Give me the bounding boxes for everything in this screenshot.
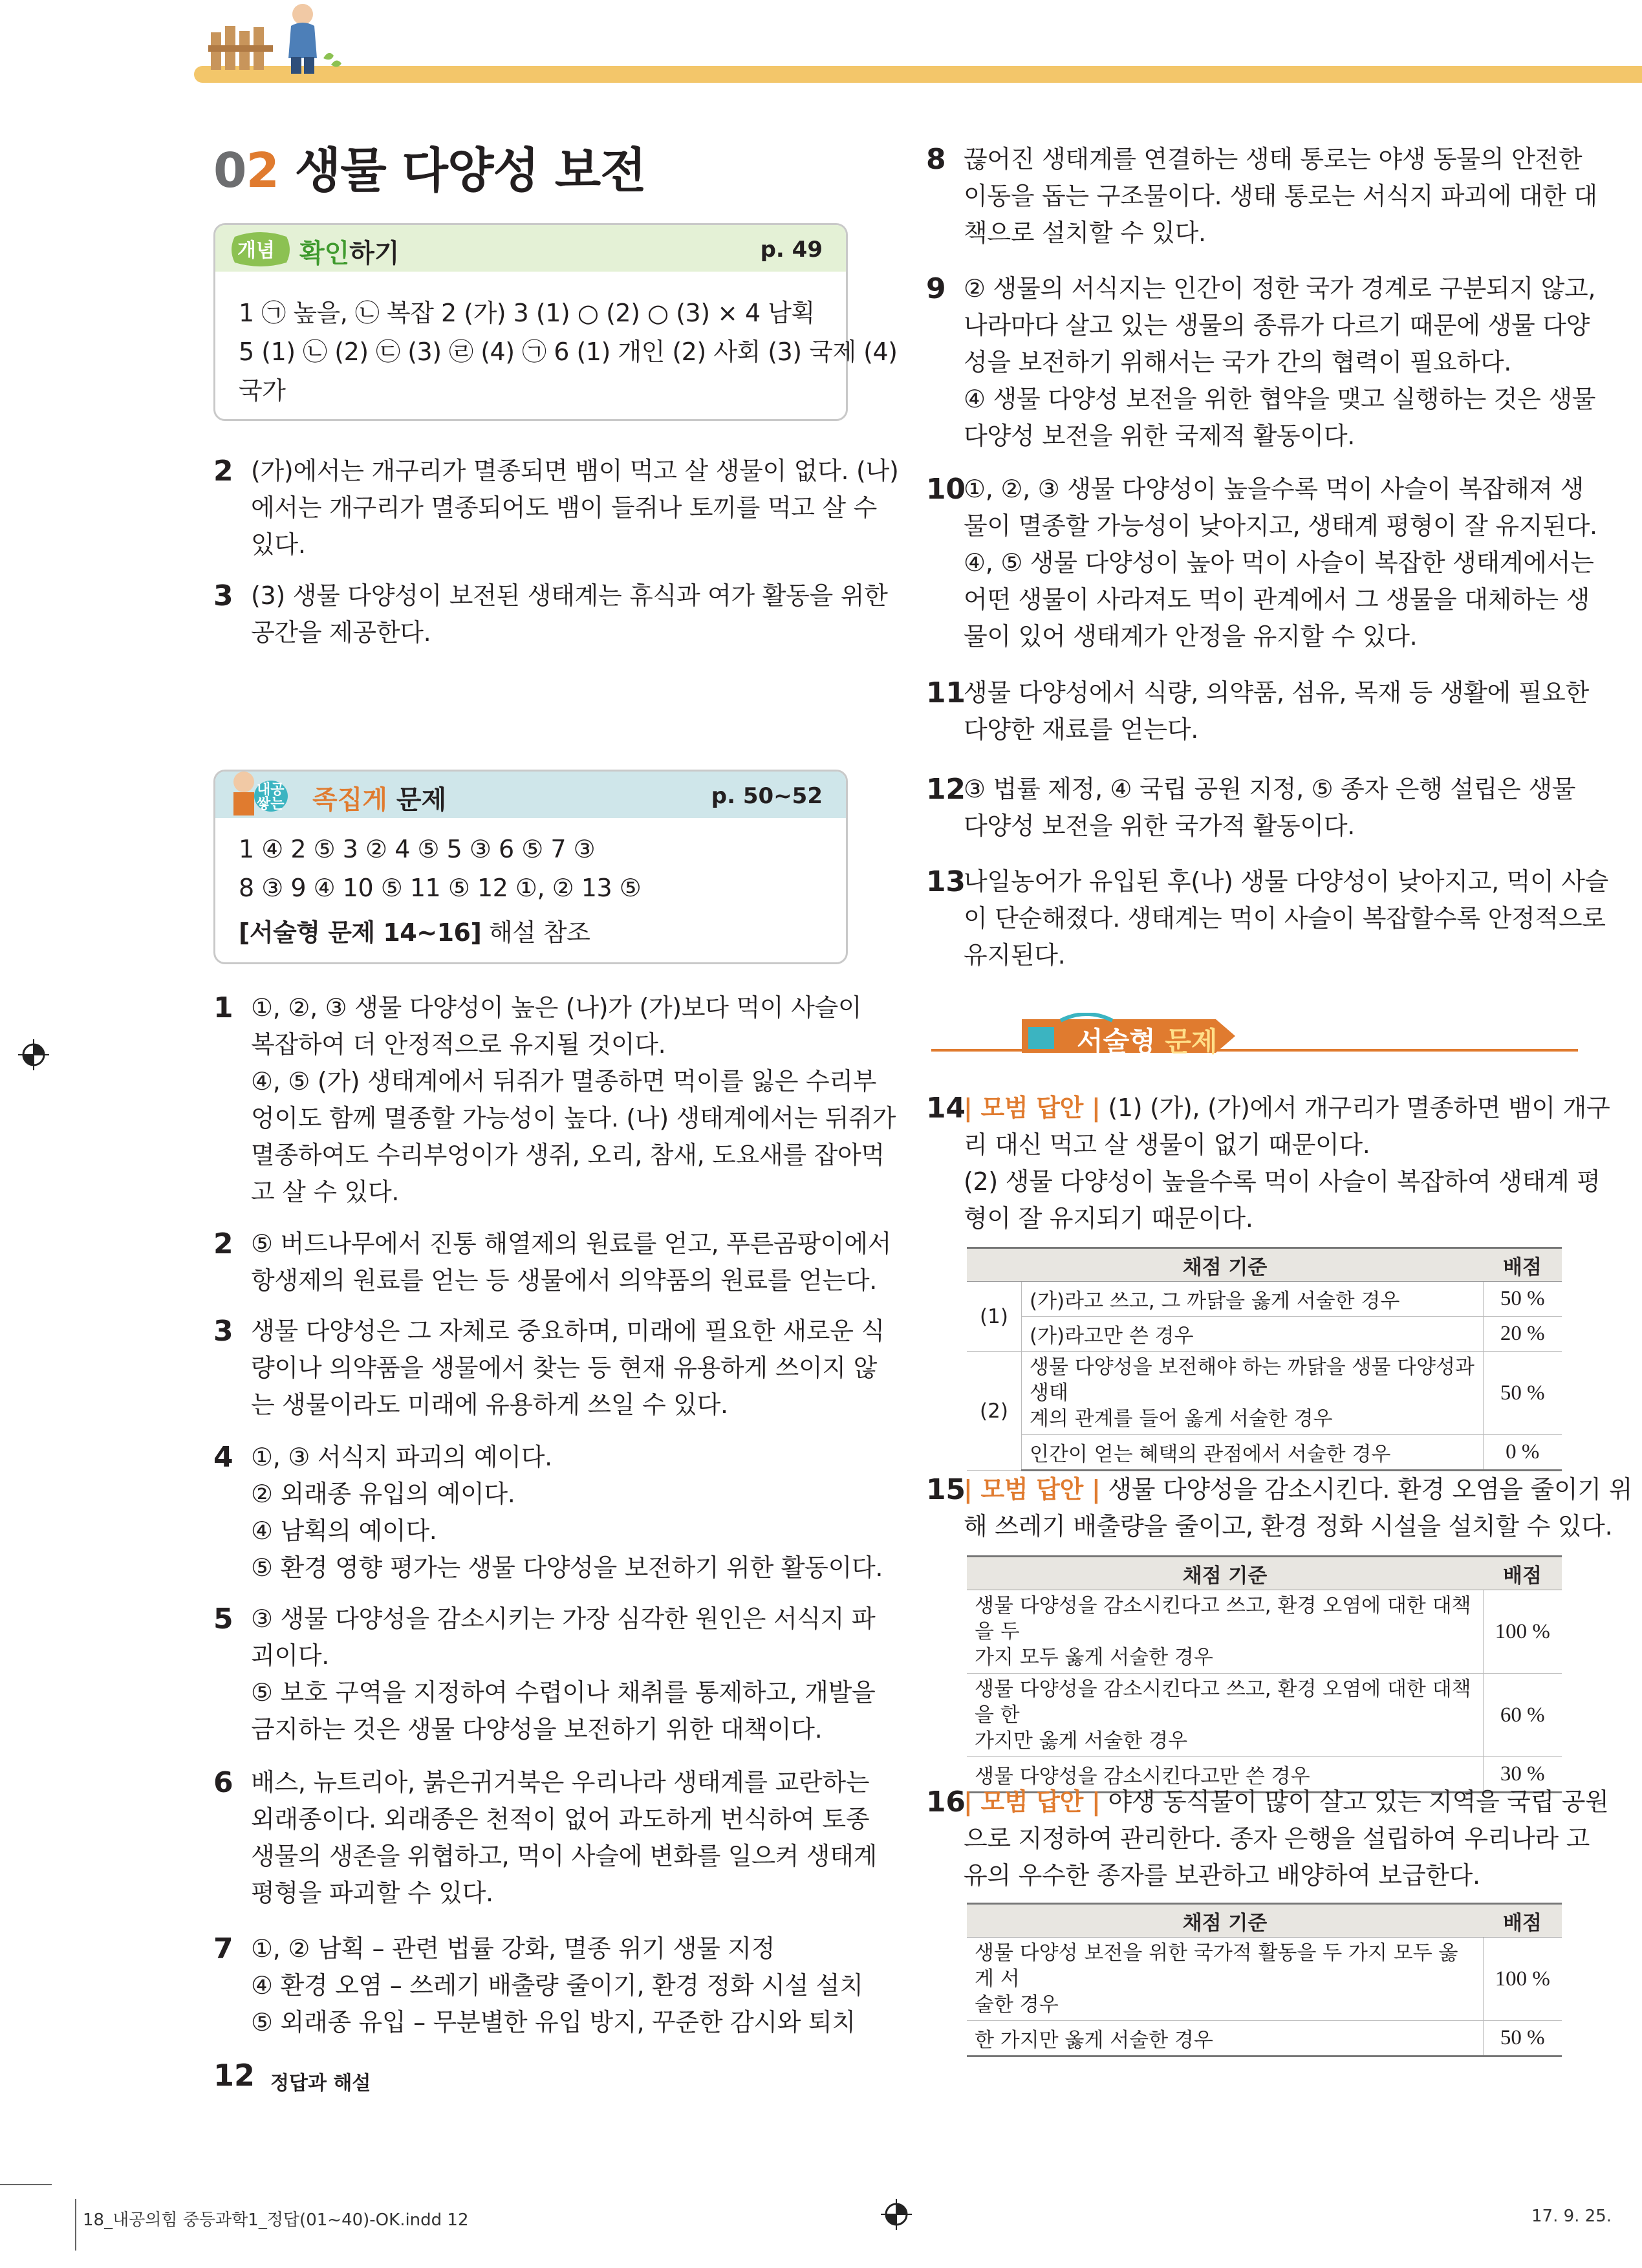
item-number: 15 [926,1473,966,1506]
page-label: 정답과 해설 [270,2072,371,2095]
table-header-criteria: 채점 기준 [967,1557,1483,1590]
page-title [213,133,646,201]
item-number: 8 [926,143,946,176]
criteria-cell: (가)라고 쓰고, 그 까닭을 옳게 서술한 경우 [1022,1282,1484,1317]
header-bar [194,66,1642,83]
item-number: 5 [213,1603,233,1636]
points-cell: 20 % [1483,1317,1562,1352]
page-number: 12 [213,2058,255,2093]
item-text: ③ 생물 다양성을 감소시키는 가장 심각한 원인은 서식지 파 괴이다. ⑤ 보호 구역을 지정하여 수렵이나 채취를 통제하고, 개발을 금지하는 것은 생물 다양성을 보전하기 위한 대책이다. [251,1604,876,1744]
item-text: ①, ③ 서식지 파괴의 예이다. ② 외래종 유입의 예이다. ④ 남획의 예이다. ⑤ 환경 영향 평가는 생물 다양성을 보전하기 위한 활동이다. [251,1443,883,1582]
item-text: ⑤ 버드나무에서 진통 해열제의 원료를 얻고, 푸른곰팡이에서 항생제의 원료를 얻는 등 생물에서 의약품의 원료를 얻는다. [251,1229,892,1295]
table-header [967,1904,1562,1938]
key-problems-box [213,770,848,964]
table-row [967,1352,1562,1435]
table-header-criteria: 채점 기준 [967,1904,1483,1938]
item-number: 6 [213,1766,233,1799]
table-header-points: 배점 [1483,1904,1562,1938]
concept-check-page: p. 49 [760,237,823,263]
concept-check-box [213,223,898,421]
sub-question-label: (2) [967,1352,1022,1471]
item-text: 끊어진 생태계를 연결하는 생태 통로는 야생 동물의 안전한 이동을 돕는 구조물이다. 생태 통로는 서식지 파괴에 대한 대 책으로 설치할 수 있다. [964,145,1597,247]
points-cell: 0 % [1483,1435,1562,1471]
registration-mark-icon [881,2199,912,2230]
item-number: 3 [213,579,233,612]
item-number: 13 [926,865,966,898]
item-text: (가)에서는 개구리가 멸종되면 뱀이 먹고 살 생물이 없다. (나) 에서는 개구리가 멸종되어도 뱀이 들쥐나 토끼를 먹고 살 수 있다. [251,457,899,559]
model-answer-label: | 모범 답안 | [964,1094,1101,1122]
problem-answer-note: [서술형 문제 14~16] 해설 참조 [239,918,590,947]
item-number: 4 [213,1441,233,1474]
criteria-cell: 생물 다양성을 보전해야 하는 까닭을 생물 다양성과 생태 계의 관계를 들어 옳게 서술한 경우 [1022,1352,1484,1435]
essay-section-banner [931,1013,1578,1058]
points-cell: 60 % [1483,1674,1562,1757]
item-text: 생물 다양성에서 식량, 의약품, 섬유, 목재 등 생활에 필요한 다양한 재료를 얻는다. [964,678,1589,744]
scoring-table-15 [967,1555,1562,1793]
points-cell: 50 % [1483,1352,1562,1435]
concept-answer-line: 국가 [239,376,286,405]
table-row [967,2021,1562,2057]
key-problems-page: p. 50~52 [711,783,823,809]
item-text: ①, ② 남획 – 관련 법률 강화, 멸종 위기 생물 지정 ④ 환경 오염 – 쓰레기 배출량 줄이기, 환경 정화 시설 설치 ⑤ 외래종 유입 – 무분별한 유입 방지, 꾸준한 감시와 퇴치 [251,1934,863,2036]
item-text: | 모범 답안 | (1) (가), (가)에서 개구리가 멸종하면 뱀이 개구 리 대신 먹고 살 생물이 없기 때문이다. (2) 생물 다양성이 높을수록 먹이 사슬이 복잡하여 생태계 평 형이 잘 유지되기 때문이다. [964,1094,1610,1233]
item-text: | 모범 답안 | 야생 동식물이 많이 살고 있는 지역을 국립 공원 으로 지정하여 관리한다. 종자 은행을 설립하여 우리나라 고 유의 우수한 종자를 보관하고 배양하여 보급한다. [964,1787,1609,1890]
points-cell: 50 % [1483,2021,1562,2057]
item-text: ③ 법률 제정, ④ 국립 공원 지정, ⑤ 종자 은행 설립은 생물 다양성 보전을 위한 국가적 활동이다. [964,775,1576,840]
print-date: 17. 9. 25. [1531,2207,1612,2226]
item-number: 12 [926,773,966,806]
item-number: 9 [926,272,946,305]
criteria-cell: 한 가지만 옳게 서술한 경우 [967,2021,1483,2057]
concept-badge-text: 개념 [237,239,275,262]
item-text: (3) 생물 다양성이 보전된 생태계는 휴식과 여가 활동을 위한 공간을 제공한다. [251,581,888,647]
table-row [967,1435,1562,1471]
sub-question-label: (1) [967,1282,1022,1352]
item-number: 1 [213,991,233,1024]
points-cell: 100 % [1483,1938,1562,2021]
crop-mark [75,2199,76,2251]
item-number: 16 [926,1786,966,1819]
criteria-cell: 생물 다양성을 감소시킨다고 쓰고, 환경 오염에 대한 대책을 한 가지만 옳게 서술한 경우 [967,1674,1483,1757]
item-number: 10 [926,473,966,506]
title-number: 02 [213,143,279,199]
problem-answer-line: 1 ④ 2 ⑤ 3 ② 4 ⑤ 5 ③ 6 ⑤ 7 ③ [239,835,596,863]
concept-check-header [215,225,846,272]
table-row [967,1282,1562,1317]
points-cell: 100 % [1483,1590,1562,1674]
table-row [967,1317,1562,1352]
item-number: 3 [213,1315,233,1348]
criteria-cell: 인간이 얻는 혜택의 관점에서 서술한 경우 [1022,1435,1484,1471]
points-cell: 50 % [1483,1282,1562,1317]
item-number: 14 [926,1092,966,1125]
table-header [967,1557,1562,1590]
table-row [967,1674,1562,1757]
item-text: 생물 다양성은 그 자체로 중요하며, 미래에 필요한 새로운 식 량이나 의약품을 생물에서 찾는 등 현재 유용하게 쓰이지 않 는 생물이라도 미래에 유용하게 쓰일 수 있다. [251,1317,885,1419]
banner-decoration [931,1013,1578,1058]
concept-answer-line: 5 (1) ㉡ (2) ㉢ (3) ㉣ (4) ㉠ 6 (1) 개인 (2) 사회 (3) 국제 (4) [239,338,898,366]
item-text: 배스, 뉴트리아, 붉은귀거북은 우리나라 생태계를 교란하는 외래종이다. 외래종은 천적이 없어 과도하게 번식하여 토종 생물의 생존을 위협하고, 먹이 사슬에 변화를 일으켜 생태계 평형을 파괴할 수 있다. [251,1768,878,1907]
scoring-table-14 [967,1247,1562,1471]
item-text: | 모범 답안 | 생물 다양성을 감소시킨다. 환경 오염을 줄이기 위 해 쓰레기 배출량을 줄이고, 환경 정화 시설을 설치할 수 있다. [964,1475,1632,1540]
concept-answer-line: 1 ㉠ 높을, ㉡ 복잡 2 (가) 3 (1) ○ (2) ○ (3) × 4 남획 [239,299,815,327]
key-problems-title: 족집게 문제 [312,785,447,815]
criteria-cell: 생물 다양성 보전을 위한 국가적 활동을 두 가지 모두 옳게 서 술한 경우 [967,1938,1483,2021]
crop-mark [0,2184,52,2185]
table-header-points: 배점 [1483,1557,1562,1590]
registration-mark-icon [18,1039,49,1070]
item-text: 나일농어가 유입된 후(나) 생물 다양성이 낮아지고, 먹이 사슬 이 단순해졌다. 생태계는 먹이 사슬이 복잡할수록 안정적으로 유지된다. [964,867,1609,969]
title-text: 생물 다양성 보전 [294,143,646,199]
model-answer-label: | 모범 답안 | [964,1475,1101,1504]
criteria-cell: 생물 다양성을 감소시킨다고 쓰고, 환경 오염에 대한 대책을 두 가지 모두 옳게 서술한 경우 [967,1590,1483,1674]
essay-section-title: 서술형 문제 [1077,1026,1218,1057]
item-number: 11 [926,676,966,709]
item-text: ①, ②, ③ 생물 다양성이 높을수록 먹이 사슬이 복잡해져 생 물이 멸종할 가능성이 낮아지고, 생태계 평형이 잘 유지된다. ④, ⑤ 생물 다양성이 높아 먹이 사슬이 복잡한 생태계에서는 어떤 생물이 사라져도 먹이 관계에서 그 생물을 대체하는 생 물이 있어 생태계가 안정을 유지할 수 있다. [964,475,1597,651]
problem-answer-line: 8 ③ 9 ④ 10 ⑤ 11 ⑤ 12 ①, ② 13 ⑤ [239,874,642,902]
table-header-criteria: 채점 기준 [967,1248,1483,1282]
table-header-points: 배점 [1483,1248,1562,1282]
scoring-table-16 [967,1903,1562,2057]
item-text: ② 생물의 서식지는 인간이 정한 국가 경계로 구분되지 않고, 나라마다 살고 있는 생물의 종류가 다르기 때문에 생물 다양 성을 보전하기 위해서는 국가 간의 협력이 필요하다. ④ 생물 다양성 보전을 위한 협약을 맺고 실행하는 것은 생물 다양성 보전을 위한 국제적 활동이다. [964,274,1596,450]
item-number: 7 [213,1932,233,1965]
print-slug: 18_내공의힘 중등과학1_정답(01~40)-OK.indd 12 [83,2210,469,2230]
criteria-cell: (가)라고만 쓴 경우 [1022,1317,1484,1352]
key-problems-header [215,772,846,818]
gardener-icon [272,0,349,78]
student-badge-text: 내공 쌓는 [257,782,285,812]
item-number: 2 [213,1227,233,1260]
criteria-cell: 생물 다양성을 감소시킨다고만 쓴 경우 [967,1757,1483,1793]
item-number: 2 [213,455,233,488]
model-answer-label: | 모범 답안 | [964,1787,1101,1816]
table-row [967,1938,1562,2021]
item-text: ①, ②, ③ 생물 다양성이 높은 (나)가 (가)보다 먹이 사슬이 복잡하여 더 안정적으로 유지될 것이다. ④, ⑤ (가) 생태계에서 뒤쥐가 멸종하면 먹이를 잃은 수리부 엉이도 함께 멸종할 가능성이 높다. (나) 생태계에서는 뒤쥐가 멸종하여도 수리부엉이가 생쥐, 오리, 참새, 도요새를 잡아먹 고 살 수 있다. [251,993,896,1206]
concept-check-title: 확인하기 [299,239,400,268]
table-row [967,1590,1562,1674]
points-cell: 30 % [1483,1757,1562,1793]
table-header [967,1248,1562,1282]
